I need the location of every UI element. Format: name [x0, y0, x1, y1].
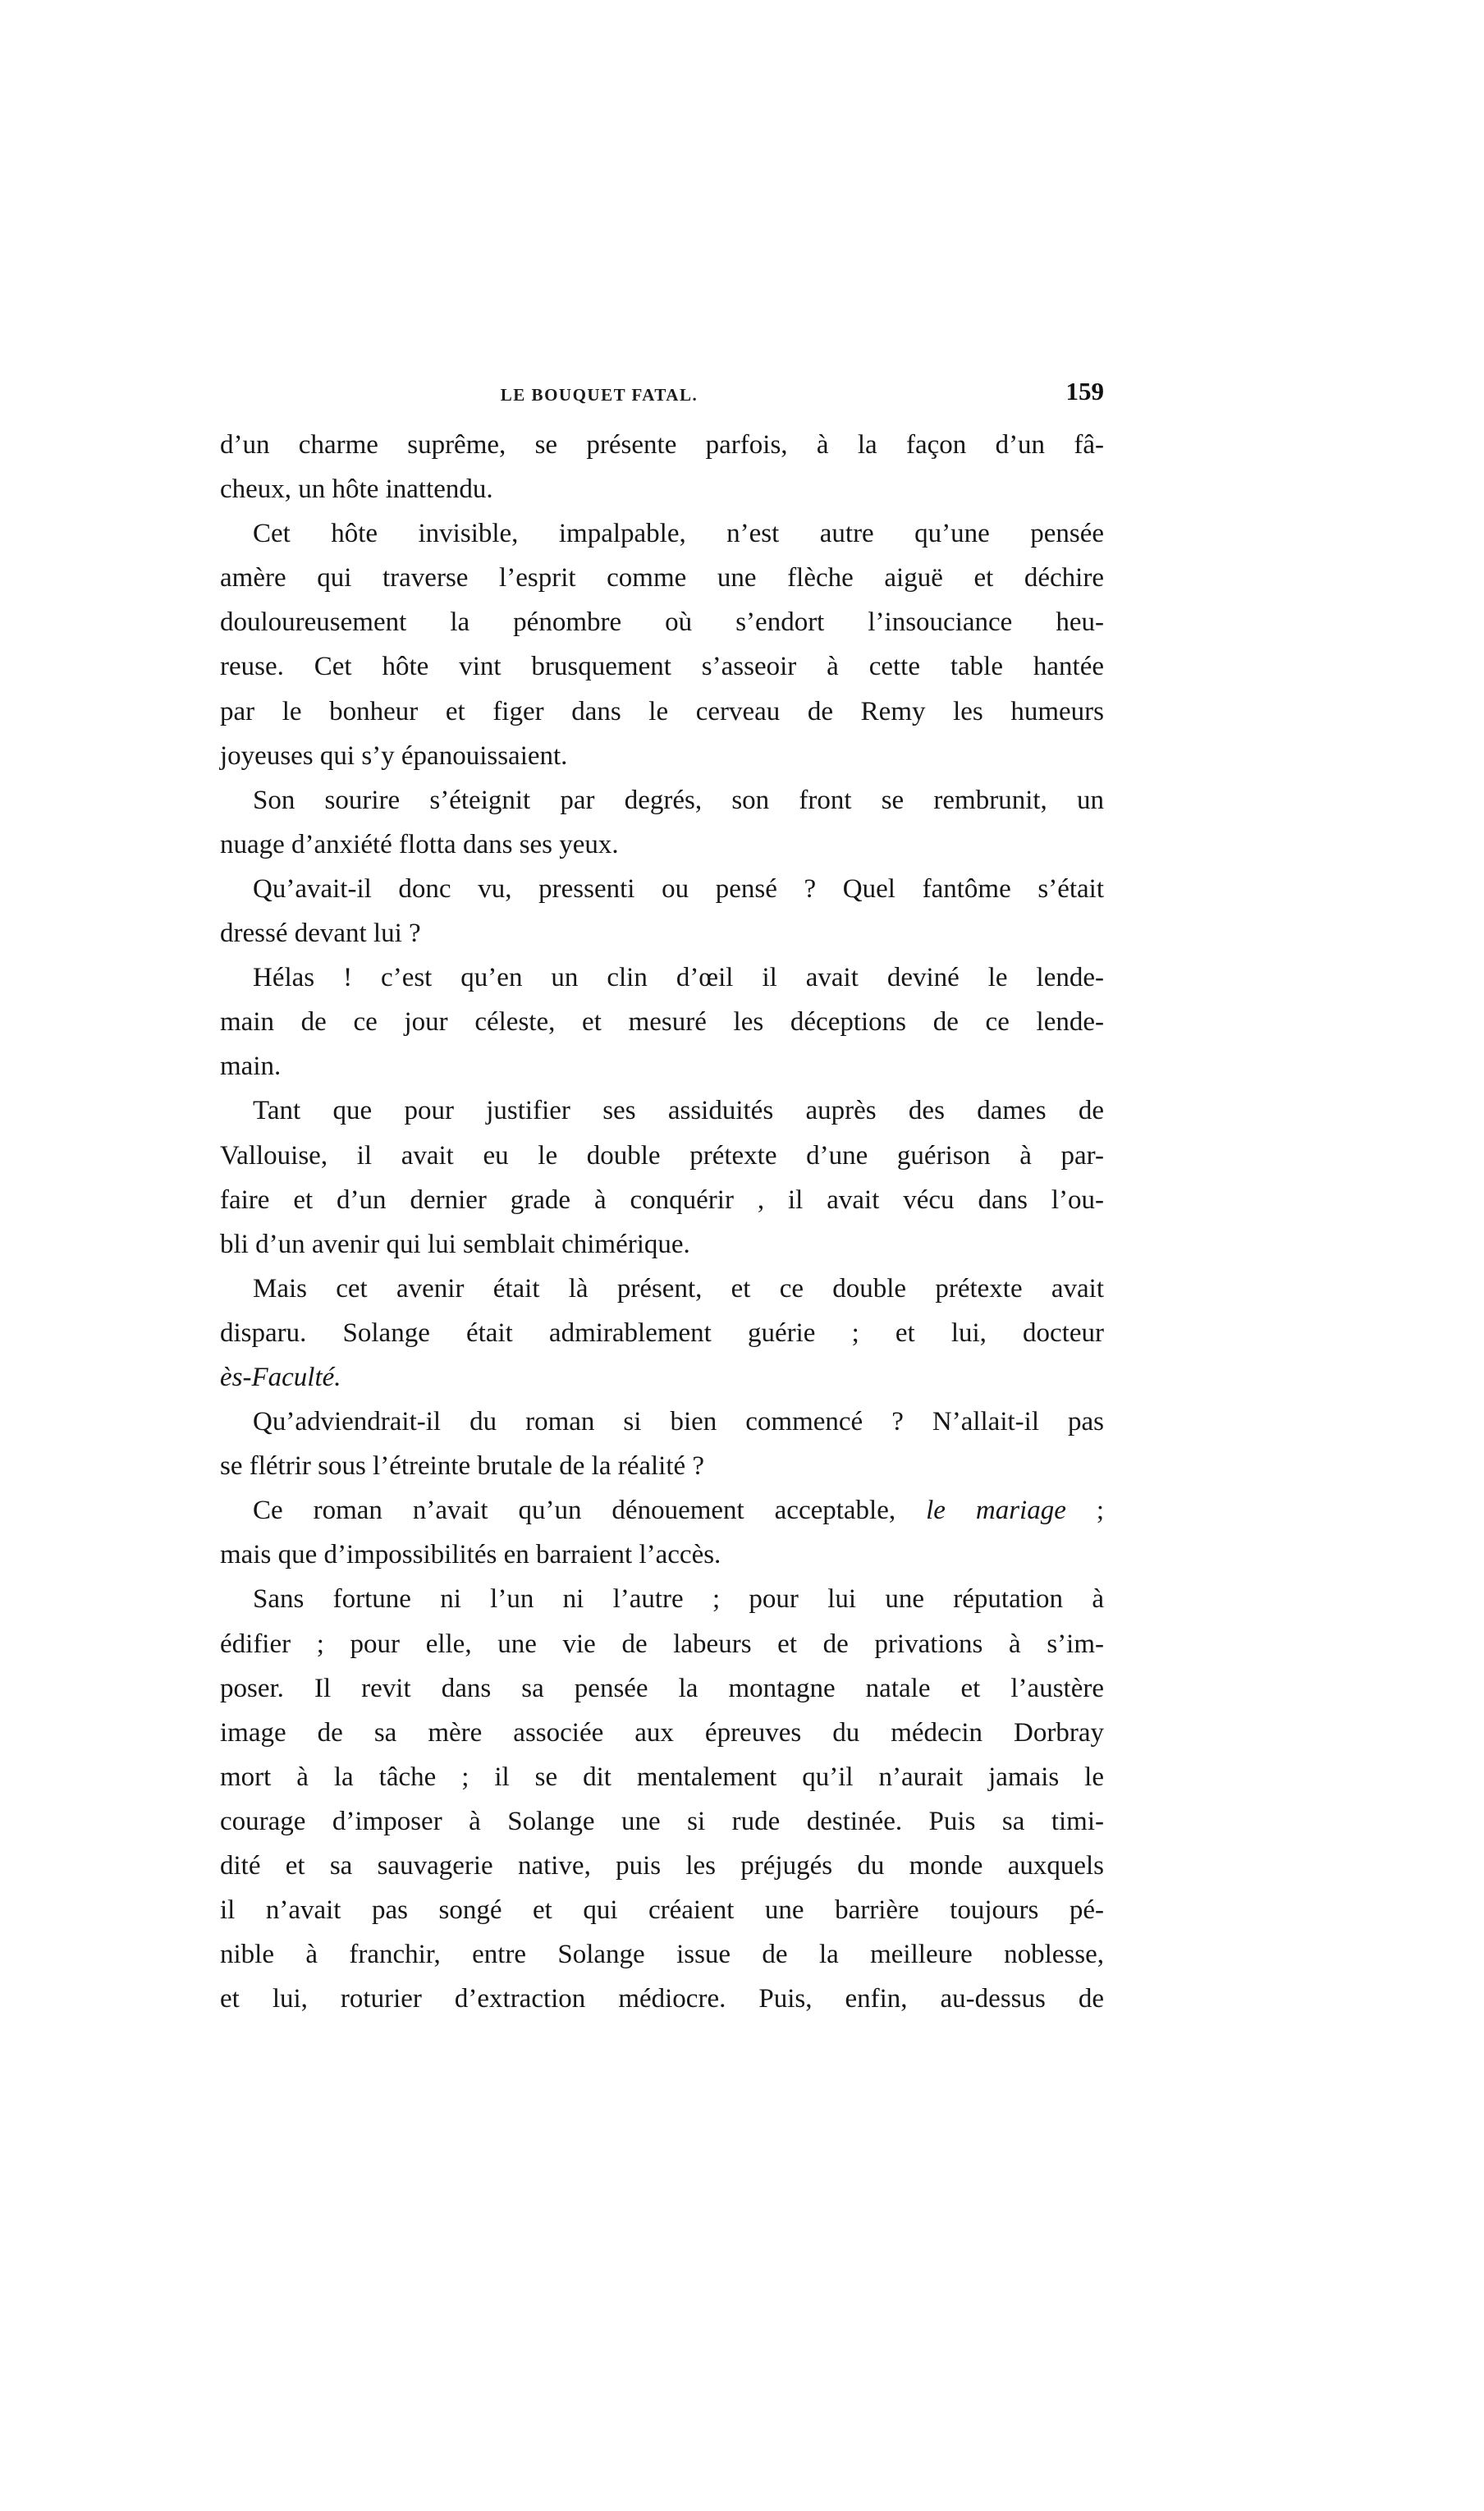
text-line: [220, 1044, 1104, 1088]
text-segment: et lui, roturier d’extraction médiocre. Puis, enfin, au-dessus de: [220, 1984, 1104, 2014]
text-segment: ;: [1065, 1496, 1104, 1526]
text-segment: cheux, un hôte inattendu.: [220, 474, 493, 505]
text-line: [220, 1088, 1104, 1133]
text-segment: poser. Il revit dans sa pensée la montagne natale et l’austère: [220, 1673, 1104, 1703]
text-segment: reuse. Cet hôte vint brusquement s’asseoir à cette table hantée: [220, 652, 1104, 682]
text-line: [220, 1666, 1104, 1711]
text-line: [220, 511, 1104, 556]
text-line: [220, 1311, 1104, 1355]
text-line: [220, 955, 1104, 1000]
text-segment: nible à franchir, entre Solange issue de la meilleure noblesse,: [220, 1940, 1104, 1970]
text-segment: faire et d’un dernier grade à conquérir , il avait vécu dans l’ou-: [220, 1184, 1104, 1215]
text-line: [220, 1711, 1104, 1755]
text-line: [220, 1977, 1104, 2021]
text-line: [220, 1267, 1104, 1311]
text-segment: il n’avait pas songé et qui créaient une barrière toujours pé-: [220, 1895, 1104, 1926]
text-segment: dité et sa sauvagerie native, puis les préjugés du monde auxquels: [220, 1851, 1104, 1881]
text-line: [220, 600, 1104, 644]
text-segment: se flétrir sous l’étreinte brutale de la réalité ?: [220, 1451, 705, 1482]
text-line: [220, 1444, 1104, 1488]
text-line: [220, 867, 1104, 911]
text-segment: Son sourire s’éteignit par degrés, son front se rembrunit, un: [253, 785, 1104, 815]
text-segment: joyeuses qui s’y épanouissaient.: [220, 740, 568, 771]
text-segment: d’un charme suprême, se présente parfois, à la façon d’un fâ-: [220, 430, 1104, 460]
running-title: LE BOUQUET FATAL.: [500, 385, 698, 405]
text-line: [220, 1622, 1104, 1666]
page-number: 159: [1065, 377, 1104, 406]
text-segment: Hélas ! c’est qu’en un clin d’œil il avait deviné le lende-: [253, 963, 1104, 993]
text-line: [220, 690, 1104, 734]
text-segment: courage d’imposer à Solange une si rude destinée. Puis sa timi-: [220, 1806, 1104, 1836]
text-segment: Sans fortune ni l’un ni l’autre ; pour lui une réputation à: [253, 1584, 1104, 1615]
text-line: [220, 1577, 1104, 1621]
text-line: [220, 1932, 1104, 1977]
text-line: [220, 734, 1104, 778]
text-line: [220, 1355, 1104, 1400]
text-segment: édifier ; pour elle, une vie de labeurs et de privations à s’im-: [220, 1629, 1104, 1659]
text-segment: nuage d’anxiété flotta dans ses yeux.: [220, 829, 619, 859]
text-line: [220, 1400, 1104, 1444]
body-text: [220, 423, 1104, 2021]
text-segment: douloureusement la pénombre où s’endort l’insouciance heu-: [220, 607, 1104, 638]
text-line: [220, 1844, 1104, 1888]
italic-text: le mariage: [926, 1496, 1066, 1526]
text-segment: Vallouise, il avait eu le double prétexte d’une guérison à par-: [220, 1140, 1104, 1171]
text-segment: Qu’avait-il donc vu, pressenti ou pensé ? Quel fantôme s’était: [253, 873, 1104, 904]
text-line: [220, 1000, 1104, 1044]
text-line: [220, 1799, 1104, 1844]
text-segment: mort à la tâche ; il se dit mentalement qu’il n’aurait jamais le: [220, 1762, 1104, 1792]
text-segment: bli d’un avenir qui lui semblait chimérique.: [220, 1229, 690, 1259]
text-line: [220, 423, 1104, 467]
text-line: [220, 467, 1104, 511]
text-line: [220, 1134, 1104, 1178]
text-line: [220, 822, 1104, 867]
text-line: [220, 644, 1104, 689]
text-line: [220, 1488, 1104, 1533]
text-segment: Ce roman n’avait qu’un dénouement acceptable,: [253, 1496, 927, 1526]
italic-text: ès-Faculté.: [220, 1362, 341, 1392]
text-line: [220, 1178, 1104, 1222]
text-line: [220, 911, 1104, 955]
text-segment: amère qui traverse l’esprit comme une flèche aiguë et déchire: [220, 563, 1104, 593]
text-segment: dressé devant lui ?: [220, 919, 421, 949]
text-segment: mais que d’impossibilités en barraient l’accès.: [220, 1540, 721, 1570]
text-segment: image de sa mère associée aux épreuves du médecin Dorbray: [220, 1717, 1104, 1748]
text-segment: disparu. Solange était admirablement guérie ; et lui, docteur: [220, 1317, 1104, 1348]
text-line: [220, 1888, 1104, 1932]
text-segment: Tant que pour justifier ses assiduités auprès des dames de: [253, 1096, 1104, 1126]
text-line: [220, 1533, 1104, 1577]
text-segment: Cet hôte invisible, impalpable, n’est autre qu’une pensée: [253, 519, 1104, 549]
text-line: [220, 1222, 1104, 1267]
text-segment: main.: [220, 1052, 282, 1082]
text-segment: Mais cet avenir était là présent, et ce double prétexte avait: [253, 1273, 1104, 1304]
text-line: [220, 778, 1104, 822]
text-line: [220, 556, 1104, 600]
text-line: [220, 1755, 1104, 1799]
text-segment: Qu’adviendrait-il du roman si bien commencé ? N’allait-il pas: [253, 1407, 1104, 1437]
text-segment: main de ce jour céleste, et mesuré les déceptions de ce lende-: [220, 1007, 1104, 1038]
text-segment: par le bonheur et figer dans le cerveau de Remy les humeurs: [220, 696, 1104, 726]
